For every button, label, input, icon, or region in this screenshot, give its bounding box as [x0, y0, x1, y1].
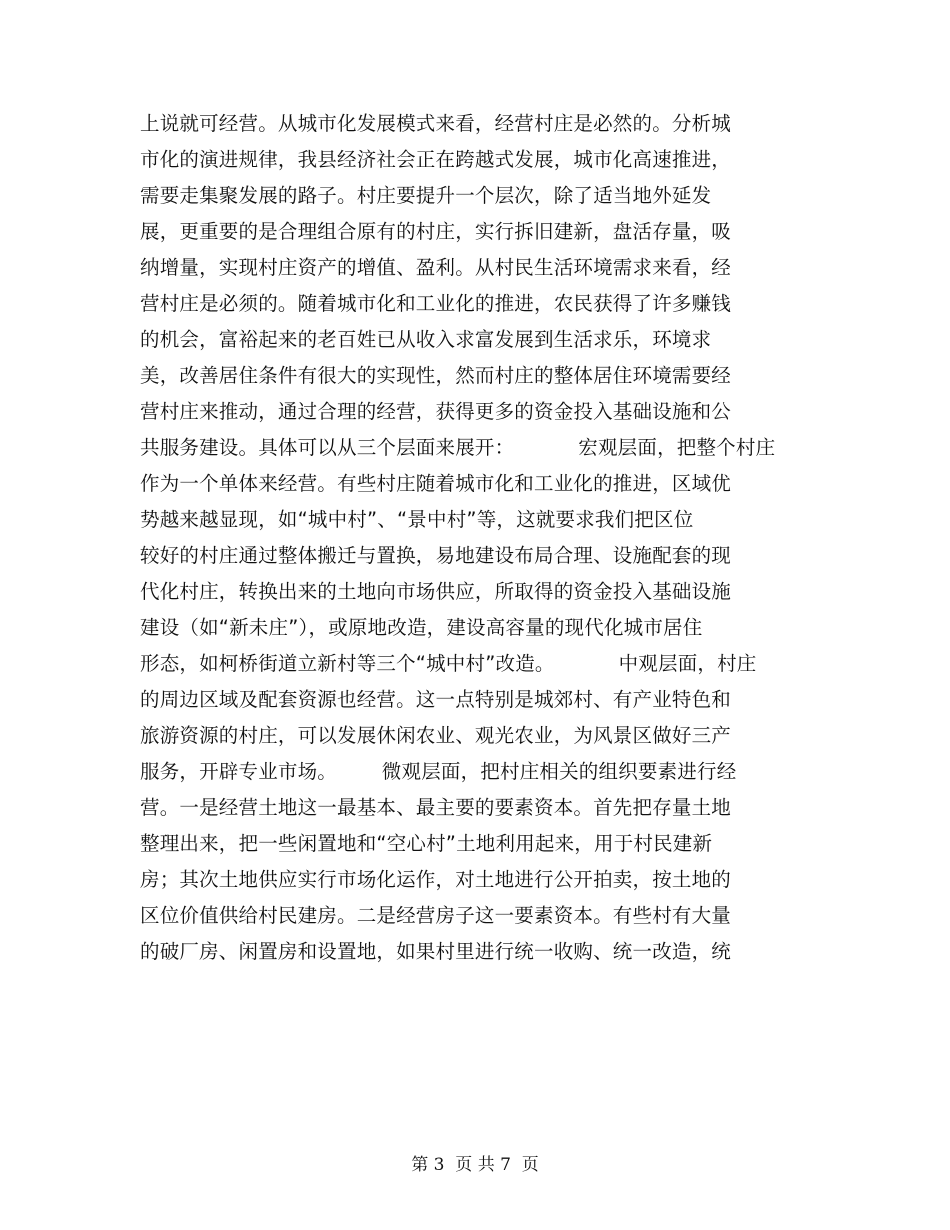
text-line: 代化村庄，转换出来的土地向市场供应，所取得的资金投入基础设施 [140, 580, 732, 603]
text-line: 美，改善居住条件有很大的实现性，然而村庄的整体居住环境需要经 [140, 364, 732, 387]
text-line: 展，更重要的是合理组合原有的村庄，实行拆旧建新，盘活存量，吸 [140, 220, 732, 243]
text-line: 整理出来，把一些闲置地和“空心村”土地利用起来，用于村民建新 [140, 832, 713, 855]
text-line: 服务，开辟专业市场。 微观层面，把村庄相关的组织要素进行经 [140, 760, 737, 783]
page-number-footer: 第 3 页 共 7 页 [411, 1155, 539, 1175]
text-line: 形态，如柯桥街道立新村等三个“城中村”改造。 中观层面，村庄 [140, 652, 757, 675]
text-line: 势越来越显现，如“城中村”、“景中村”等，这就要求我们把区位 [140, 508, 694, 531]
text-line: 的周边区域及配套资源也经营。这一点特别是城郊村、有产业特色和 [140, 688, 732, 711]
text-line: 营村庄来推动，通过合理的经营，获得更多的资金投入基础设施和公 [140, 400, 732, 423]
text-line: 纳增量，实现村庄资产的增值、盈利。从村民生活环境需求来看，经 [140, 256, 732, 279]
text-line: 营。一是经营土地这一最基本、最主要的要素资本。首先把存量土地 [140, 796, 732, 819]
text-line: 共服务建设。具体可以从三个层面来展开： 宏观层面，把整个村庄 [140, 436, 776, 459]
text-line: 较好的村庄通过整体搬迁与置换，易地建设布局合理、设施配套的现 [140, 544, 732, 567]
text-line: 房；其次土地供应实行市场化运作，对土地进行公开拍卖，按土地的 [140, 868, 732, 891]
text-line: 营村庄是必须的。随着城市化和工业化的推进，农民获得了许多赚钱 [140, 292, 732, 315]
text-line: 需要走集聚发展的路子。村庄要提升一个层次，除了适当地外延发 [140, 184, 712, 207]
text-line: 旅游资源的村庄，可以发展休闲农业、观光农业，为风景区做好三产 [140, 724, 732, 747]
text-line: 区位价值供给村民建房。二是经营房子这一要素资本。有些村有大量 [140, 904, 732, 927]
text-line: 的破厂房、闲置房和设置地，如果村里进行统一收购、统一改造，统 [140, 940, 732, 963]
text-line: 建设（如“新未庄”），或原地改造，建设高容量的现代化城市居住 [140, 616, 703, 639]
text-line: 市化的演进规律，我县经济社会正在跨越式发展，城市化高速推进， [140, 148, 732, 171]
text-line: 上说就可经营。从城市化发展模式来看，经营村庄是必然的。分析城 [140, 112, 732, 135]
text-line: 的机会，富裕起来的老百姓已从收入求富发展到生活求乐，环境求 [140, 328, 712, 351]
text-line: 作为一个单体来经营。有些村庄随着城市化和工业化的推进，区域优 [140, 472, 732, 495]
